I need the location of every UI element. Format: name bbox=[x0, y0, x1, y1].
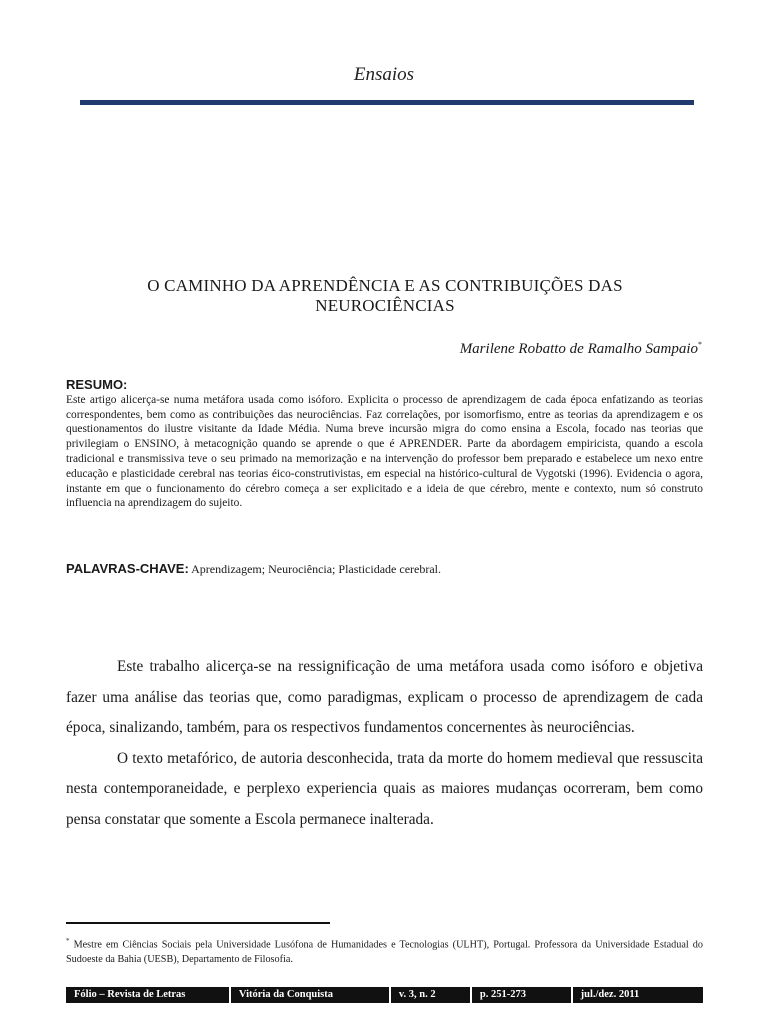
abstract bbox=[66, 378, 703, 511]
footer-bar bbox=[66, 987, 703, 1003]
author-name-text: Marilene Robatto de Ramalho Sampaio bbox=[459, 341, 698, 357]
abstract-text: Este artigo alicerça-se numa metáfora usada como isóforo. Explicita o processo de aprendizagem de cada época enfatizando as teorias correspondentes, bem como as contribuições das neurociências. Faz correlações, por isomorfismo, entre as teorias da aprendizagem e os questionamentos do ilustre visitante da Idade Média. Numa breve incursão migra do como ensina a Escola, focado nas teorias que privilegiam o ENSINO, à metacognição quando se aprende o que é APRENDER. Parte da abordagem empiricista, quando a escola tradicional e transmissiva teve o seu primado na memorização e na intervenção do professor bem preparado e estabelece um nexo entre educação e plasticidade cerebral nas teorias éico-construtivistas, em especial na histórico-cultural de Vygotski (1996). Evidencia o agora, instante em que o funcionamento do cérebro começa a ser explicitado e a ideia de que cérebro, mente e contexto, num só construto influencia na aprendizagem do sujeito. bbox=[66, 393, 703, 510]
author-footnote-mark: * bbox=[698, 340, 702, 349]
header-rule bbox=[80, 100, 694, 105]
author-name bbox=[460, 340, 702, 358]
footer-pages: p. 251-273 bbox=[479, 989, 526, 1000]
footnote bbox=[66, 934, 703, 967]
footnote-mark: * bbox=[66, 937, 70, 945]
footer-volume: v. 3, n. 2 bbox=[398, 989, 436, 1000]
footnote-text: Mestre em Ciências Sociais pela Universidade Lusófona de Humanidades e Tecnologias (ULHT), Portugal. Professora da Universidade Estadual do Sudoeste da Bahia (UESB), Departamento de Filosofia. bbox=[66, 939, 703, 966]
body-text bbox=[66, 652, 703, 836]
article-title-line-2: NEUROCIÊNCIAS bbox=[315, 296, 455, 315]
section-label: Ensaios bbox=[353, 64, 415, 85]
footer-journal: Fólio – Revista de Letras bbox=[74, 989, 186, 1000]
footer-date: jul./dez. 2011 bbox=[580, 989, 640, 1000]
keywords-text: Aprendizagem; Neurociência; Plasticidade cerebral. bbox=[191, 562, 442, 576]
keywords bbox=[66, 561, 703, 577]
article-title bbox=[90, 276, 680, 316]
article-title-line-1: O CAMINHO DA APRENDÊNCIA E AS CONTRIBUIÇÕES DAS bbox=[147, 276, 623, 295]
body-paragraph: Este trabalho alicerça-se na ressignificação de uma metáfora usada como isóforo e objetiva fazer uma análise das teorias que, como paradigmas, explicam o processo de aprendizagem de cada época, sinalizando, também, para os respectivos fundamentos concernentes às neurociências. bbox=[66, 658, 703, 737]
abstract-heading: RESUMO: bbox=[66, 377, 128, 392]
footnote-rule bbox=[66, 922, 330, 924]
body-paragraph: O texto metafórico, de autoria desconhecida, trata da morte do homem medieval que ressuscita nesta contemporaneidade, e perplexo experiencia quais as maiores mudanças ocorreram, bem como pensa constatar que somente a Escola permanece inalterada. bbox=[66, 749, 703, 828]
footer-city: Vitória da Conquista bbox=[238, 989, 334, 1000]
keywords-heading: PALAVRAS-CHAVE: bbox=[66, 561, 189, 576]
